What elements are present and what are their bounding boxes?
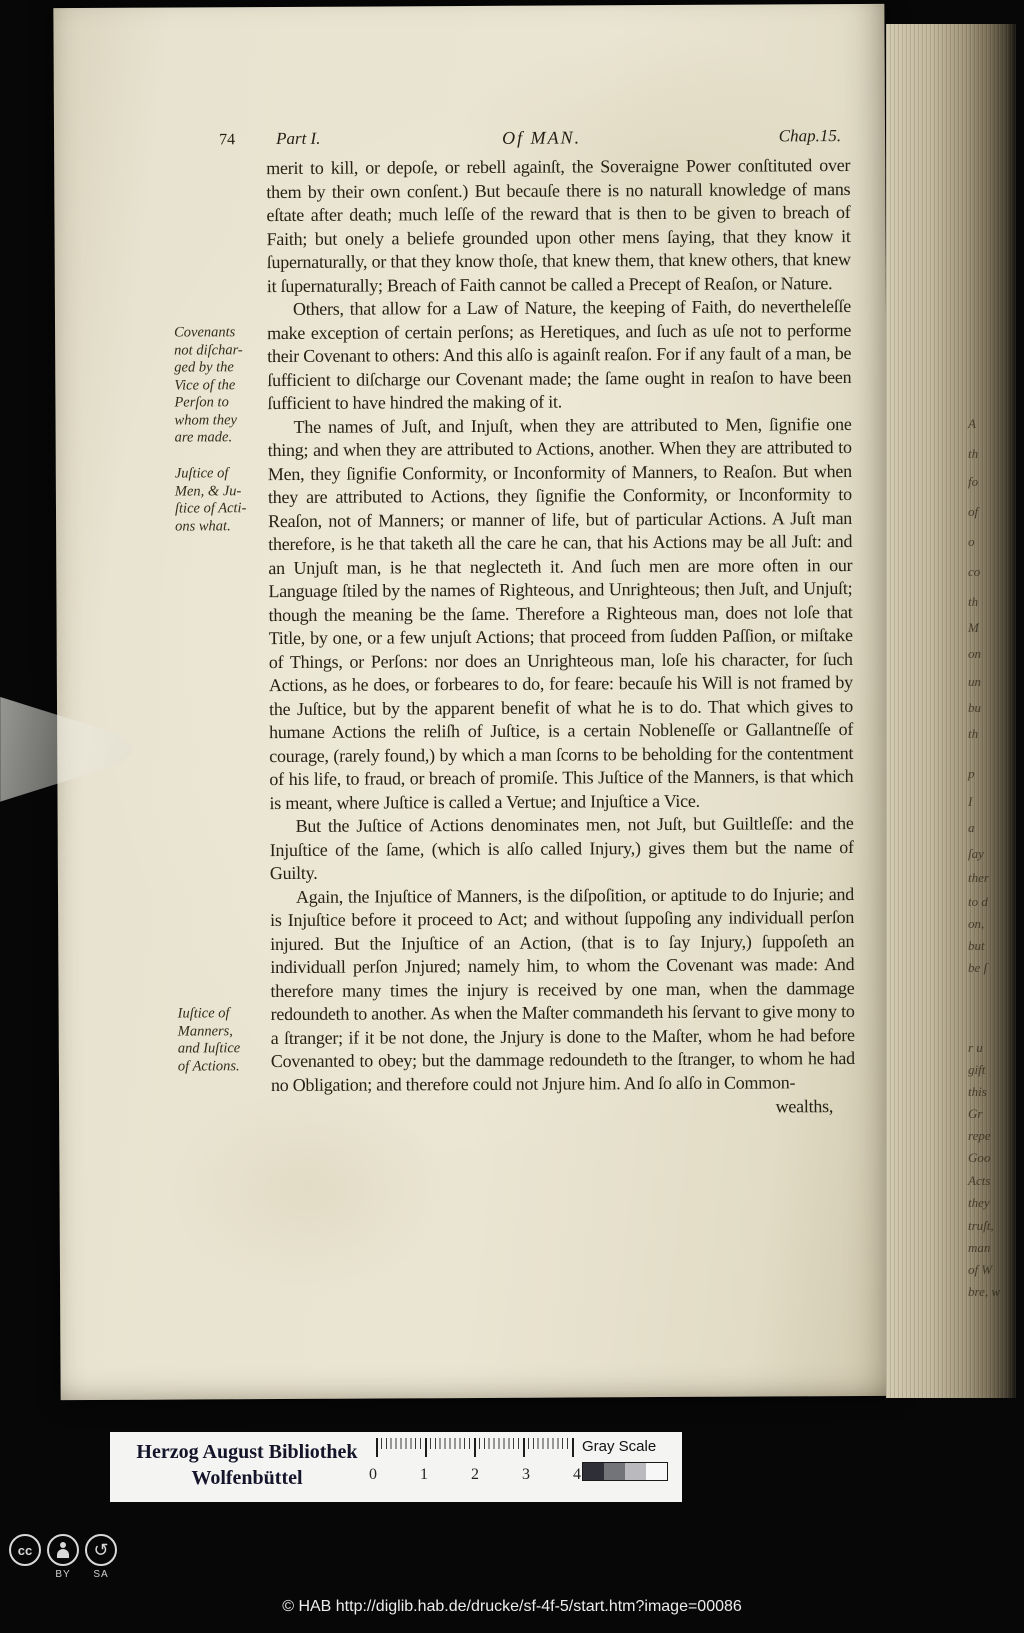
edge-text-fragment: ther [968,870,989,885]
edge-text-fragment: th [968,594,979,609]
cc-by-label: BY [55,1569,71,1580]
gray-swatch [604,1463,625,1480]
library-scale-bar [110,1432,682,1502]
catchword: wealths, [775,1096,834,1117]
library-name-line2: Wolfenbüttel [191,1467,303,1489]
library-name-line1: Herzog August Bibliothek [136,1441,358,1463]
gray-swatch [646,1463,667,1480]
paragraph: The names of Juſt, and Injuſt, when they are attributed to Men, ſignifie one thing; and when they are attributed to Actions, another. When they are attributed to Men, they ſignifie Conformity, or Inconformity of Manners, to Reaſon. But when they are attributed to Actions, they ſignifie the Conformity, or Inconformity to Reaſon, not of Manners; or manner of life, but of particular Actions. A Juſt man therefore, is he that taketh all the care he can, that his Actions may be all Juſt: and an Unjuſt man, is he that neglecteth it. And ſuch men are more often in our Language ſtiled by the names of Righteous, and Unrighteous; then Juſt, and Unjuſt; though the meaning be the ſame. Therefore a Righteous man, does not loſe that Title, by one, or a few unjuſt Actions; that proceed from ſudden Paſſion, or miſtake of Things, or Perſons: nor does an Unrighteous man, loſe his character, for ſuch Actions, as he does, or forbeares to do, for feare: becauſe his Will is not framed by the Juſtice, but by the apparent benefit of what he is to do. That which gives to humane Actions the reliſh of Juſtice, is a certain Nobleneſſe or Gallantneſſe of courage, (rarely found,) by which a man ſcorns to be beholding for the contentment of his life, to fraud, or breach of promiſe. This Juſtice of the Manners, is that which is meant, where Juſtice is called a Vertue; and Injuſtice a Vice. [267,413,854,813]
edge-text-fragment: but [968,938,985,953]
edge-text-fragment: on, [968,916,985,931]
edge-text-fragment: to d [968,894,988,909]
running-head [54,126,885,156]
gray-scale-label: Gray Scale [582,1438,657,1455]
edge-text-fragment: fo [968,474,979,489]
edge-text-fragment: they [968,1195,990,1210]
edge-text-fragment: of [968,504,979,519]
edge-text-fragment: M [968,620,979,635]
ruler-number: 1 [420,1466,428,1483]
cc-sa-arrow-icon [85,1534,117,1566]
edge-text-fragment: of W [968,1262,993,1277]
edge-text-fragment: th [968,726,979,741]
edge-text-fragment: I [968,794,973,809]
cc-license-badge [9,1534,117,1580]
paragraph: Others, that allow for a Law of Nature, the keeping of Faith, do nevertheleſſe make exception of certain perſons; as Heretiques, and ſuch as uſe not to performe their Covenant to others: And this alſo is againſt reaſon. For if any fault of a man, be ſufficient to diſcharge our Covenant made; the ſame ought in reaſon to have been ſufficient to have hindred the making of it. [267,296,852,414]
edge-text-fragment: ſay [968,846,984,861]
header-chapter: Chap.15. [778,126,842,146]
edge-text-fragment: r u [968,1040,983,1055]
edge-bleed-text [886,24,1016,1398]
cc-by-person-icon [47,1534,79,1566]
edge-text-fragment: Goo [968,1150,991,1165]
book-page [53,4,891,1400]
edge-text-fragment: repe [968,1128,991,1143]
edge-text-fragment: this [968,1084,987,1099]
paragraph: Again, the Injuſtice of Manners, is the diſpoſition, or aptitude to do Injurie; and is Injuſtice before it proceed to Act; and without ſuppoſing any individuall perſon injured. But the Injuſtice of an Action, (that is to ſay Injury,) ſuppoſeth an individuall perſon Jnjured; namely him, to whom the Covenant was made: And therefore many times the injury is received by one man, when the dammage redoundeth to another. As when the Maſter commandeth his ſervant to give mony to a ſtranger; if it be not done, the Jnjury is done to the Maſter, whom he had before Covenanted to obey; but the dammage redoundeth to the ſtranger, to whom he had no Obligation; and therefore could not Jnjure him. And ſo alſo in Common- [270,883,855,1095]
ruler-numbers [369,1466,581,1484]
ruler-number: 3 [522,1466,530,1483]
margin-note-covenants: Covenants not diſchar- ged by the Vice of the Perſon to whom they are made. [174,324,243,446]
paragraph: merit to kill, or depoſe, or rebell againſt, the Soveraigne Power conſtituted over them by their own conſent.) But becauſe there is no naturall knowledge of mans eſtate after death; much leſſe of the reward that is then to be given to breach of Faith; but onely a beliefe grounded upon other mens ſaying, that they know it ſupernaturally, or that they know thoſe, that knew them, that knew others, that knew it ſupernaturally; Breach of Faith cannot be called a Precept of Reaſon, or Nature. [266,155,851,296]
edge-text-fragment: p [968,766,975,781]
page-body-text [266,154,855,1122]
edge-text-fragment: Acts [968,1173,991,1188]
edge-text-fragment: gift [968,1062,986,1077]
ruler [368,1438,588,1496]
cc-icon-label: cc [17,1542,33,1558]
copyright-line: © HAB http://diglib.hab.de/drucke/sf-4f-5/start.htm?image=00086 [282,1598,742,1615]
edge-text-fragment: Gr [968,1106,983,1121]
edge-text-fragment: bu [968,700,981,715]
sa-arrow-glyph: ↺ [93,1540,109,1560]
edge-text-fragment: on [968,646,981,661]
paragraph: But the Juſtice of Actions denominates men, not Juſt, but Guiltleſſe: and the Injuſtice of the ſame, (which is alſo called Injury,) gives them but the name of Guilty. [269,813,854,884]
margin-note-justice-of-manners: Iuſtice of Manners, and Iuſtice of Actions. [177,1005,241,1075]
edge-text-fragment: man [968,1240,991,1255]
cc-sa-label: SA [93,1569,109,1580]
edge-text-fragment: a [968,820,975,835]
edge-text-fragment: th [968,446,979,461]
ruler-major-ticks [376,1438,575,1457]
header-part: Part I. [275,128,321,149]
book-fore-edge [886,24,1016,1398]
edge-text-fragment: bre, w [968,1284,1001,1299]
gray-swatch [625,1463,646,1480]
edge-text-fragment: un [968,674,981,689]
ruler-number: 0 [369,1466,377,1483]
cc-icon [9,1534,41,1566]
library-name [116,1439,378,1491]
ruler-number: 2 [471,1466,479,1483]
edge-text-fragment: truſt, [968,1218,994,1233]
gray-scale-swatches [582,1462,668,1481]
edge-text-fragment: co [968,564,981,579]
margin-note-justice-of-men: Juſtice of Men, & Ju- ſtice of Acti- ons what. [174,465,247,535]
ruler-number: 4 [573,1466,581,1483]
edge-text-fragment: A [968,416,976,431]
edge-text-fragment: o [968,534,975,549]
edge-text-fragment: be ſ [968,960,988,975]
gray-scale [582,1438,678,1481]
page-number: 74 [219,131,236,149]
gray-swatch [583,1463,604,1480]
header-title: Of MAN. [501,127,582,148]
